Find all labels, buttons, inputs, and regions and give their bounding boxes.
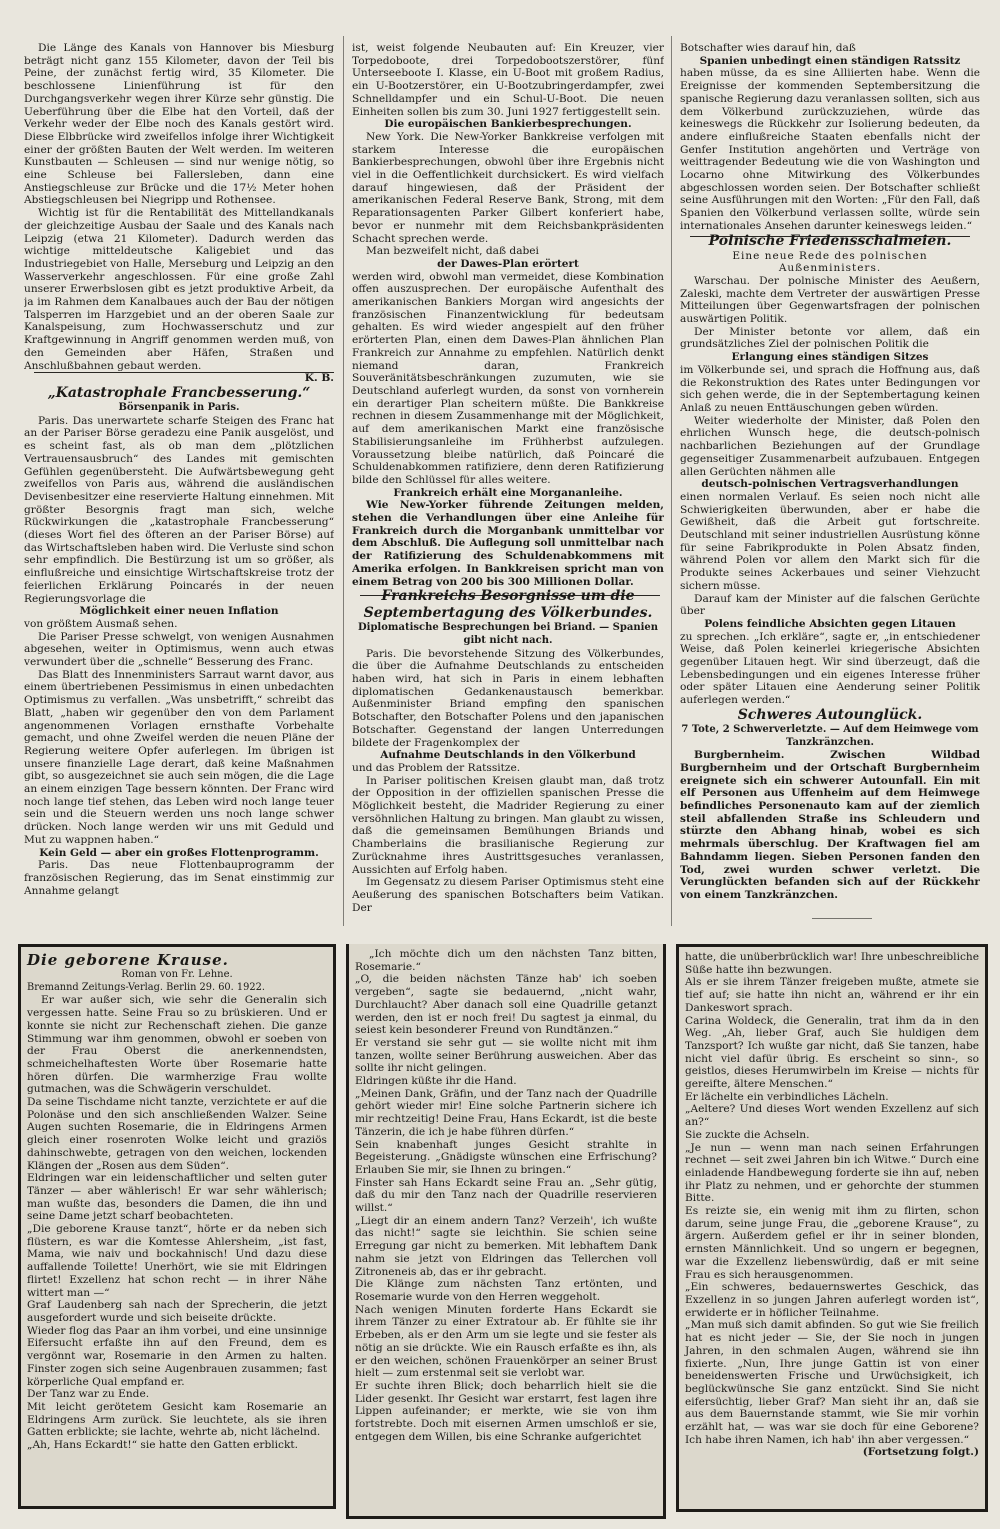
- author-signature: K. B.: [304, 372, 334, 385]
- paragraph: Die Länge des Kanals von Hannover bis Miesburg beträgt nicht ganz 155 Kilometer, davon der Teil bis Peine, der zunächst fertig wird, 35 Kilometer. Die beschlossene Linienführung ist für den Durchgangsverkehr wegen ihrer Kürze sehr günstig. Die Ueberführung über die Elbe hat den Vorteil, daß der Verkehr weder der Elbe noch des Kanals gestört wird. Diese Elbbrücke wird zweifellos infolge ihrer Wichtigkeit einer der größten Bauten der Welt werden. Im weiteren Kunstbauten — Schleusen — sind nur wenige nötig, so eine Schleuse bei Fallersleben, dann eine Anstiegschleuse zur Brücke und die 17½ Meter hohen Abstiegschleusen bei Niegripp und Rothensee.: [24, 42, 334, 207]
- paragraph: Burgbernheim. Zwischen Wildbad Burgbernheim und der Ortschaft Burgbernheim ereignete sich ein schwerer Autounfall. Ein mit elf Personen aus Uffenheim auf dem Heimwege befindliches Personenauto kam auf der ziemlich steil abfallenden Straße ins Schleudern und stürzte den Abhang hinab, wobei es sich mehrmals überschlug. Der Kraftwagen fiel am Bahndamm liegen. Sieben Personen fanden den Tod, zwei wurden schwer verletzt. Die Verunglückten befanden sich auf der Rückkehr von einem Tanzkränzchen.: [680, 749, 980, 901]
- paragraph: Paris. Das neue Flottenbauprogramm der französischen Regierung, das im Senat einstimmig zur Annahme gelangt: [24, 859, 334, 897]
- paragraph: Paris. Die bevorstehende Sitzung des Völkerbundes, die über die Aufnahme Deutschlands zu entscheiden haben wird, hat sich in Paris in einem lebhaften diplomatischen Gedankenaustausch bemerkbar. Außenminister Briand empfing den spanischen Botschafter, den Botschafter Polens und den japanischen Botschafter. Gegenstand der langen Unterredungen bildete der Fragenkomplex der: [352, 647, 664, 749]
- paragraph: Die Pariser Presse schwelgt, von wenigen Ausnahmen abgesehen, weiter in Optimismus, wenn auch etwas verwundert über die „schnelle“ Besserung des Franc.: [24, 630, 334, 669]
- headline: Polnische Friedensschalmeien.: [708, 232, 952, 249]
- paragraph: von größtem Ausmaß sehen.: [24, 617, 178, 630]
- section-heading: Polens feindliche Absichten gegen Litauen: [704, 617, 956, 630]
- subheadline: Diplomatische Besprechungen bei Briand. — Spanien gibt nicht nach.: [357, 622, 659, 646]
- subheadline: Börsenpanik in Paris.: [118, 401, 240, 413]
- paragraph: Wichtig ist für die Rentabilität des Mittellandkanals der gleichzeitige Ausbau der Saale und des Kanals nach Leipzig (etwa 21 Kilometer). Dadurch werden das wichtige mitteldeutsche Kaligebiet und das Industriegebiet von Halle, Merseburg und Leipzig an den Wasserverkehr angeschlossen. Für eine große Zahl unserer Erwerbslosen gibt es jetzt produktive Arbeit, da ja im Rahmen dem Kanalbaues auch der Bau der nötigen Talsperren im Harzgebiet und an der oberen Saale zur Kanalspeisung, zum Hochwasserschutz und zur Kraftgewinnung in Angriff genommen werden muß, von den Gemeinden aber Häfen, Straßen und Anschlußbahnen gebaut werden.: [24, 207, 334, 372]
- section-heading: Frankreich erhält eine Morgananleihe.: [393, 486, 623, 499]
- section-heading: deutsch-polnischen Vertragsverhandlungen: [701, 478, 959, 491]
- serial-text: „Ich möchte dich um den nächsten Tanz bitten, Rosemarie.“ „O, die beiden nächsten Tänze hab' ich soeben vergeben“, sagte sie bedauernd, „nicht wahr, Durchlaucht? Aber danach soll eine Quadrille getanzt werden, den ist er noch frei! Du sagtest ja einmal, du seiest kein besonderer Freund von Rundtänzen.“ Er verstand sie sehr gut — sie wollte nicht mit ihm tanzen, wollte seiner Berührung ausweichen. Aber das sollte ihr nicht gelingen. Eldringen küßte ihr die Hand. „Meinen Dank, Gräfin, und der Tanz nach der Quadrille gehört wieder mir! Eine solche Partnerin sichere ich mir rechtzeitig! Deine Frau, Hans Eckardt, ist die beste Tänzerin, die ich je habe führen dürfen.“ Sein knabenhaft junges Gesicht strahlte in Begeisterung. „Gnädigste wünschen eine Erfrischung? Erlauben Sie mir, sie Ihnen zu bringen.“ Finster sah Hans Eckardt seine Frau an. „Sehr gütig, daß du mir den Tanz nach der Quadrille reservieren willst.“ „Liegt dir an einem andern Tanz? Verzeih', ich wußte das nicht!“ sagte sie leichthin. Sie schien seine Erregung gar nicht zu bemerken. Mit lebhaftem Dank nahm sie jetzt von Eldringen das Tellerchen voll Zitroneneis ab, das er ihr gebracht. Die Klänge zum nächsten Tanz ertönten, und Rosemarie wurde von den Herren weggeholt. Nach wenigen Minuten forderte Hans Eckardt sie ihrem Tänzer zu einer Extratour ab. Er fühlte sie ihr Erbeben, als er den Arm um sie legte und sie fester als nötig an sie drückte. Wie ein Rausch erfaßte es ihn, als er den weichen, schönen Frauenkörper an seiner Brust hielt — zum erstenmal seit sie verlobt war. Er suchte ihren Blick; doch beharrlich hielt sie die Lider gesenkt. Ihr Gesicht war erstarrt, fest lagen ihre Lippen aufeinander; er merkte, wie sie von ihm fortstrebte. Doch mit eisernen Armen umschloß er sie, entgegen dem Willen, bis eine Schranke aufgerichtet: [355, 948, 657, 1443]
- paragraph: Warschau. Der polnische Minister des Aeußern, Zaleski, machte dem Vertreter der auswärtigen Presse Mitteilungen über Gegenwartsfragen der polnischen auswärtigen Politik.: [680, 274, 980, 326]
- section-heading: Spanien unbedingt einen ständigen Ratssitz: [699, 54, 961, 67]
- paragraph: New York. Die New-Yorker Bankkreise verfolgen mit starkem Interesse die europäischen Bankierbesprechungen, obwohl über ihre Ergebnis nicht viel in die Oeffentlichkeit durchsickert. Es wird vielfach darauf hingewiesen, daß der Präsident der amerikanischen Federal Reserve Bank, Strong, mit dem Reparationsagenten Parker Gilbert konferiert habe, bevor er nunmehr mit dem Reichsbankpräsidenten Schacht sprechen werde.: [352, 130, 664, 245]
- section-heading: Erlangung eines ständigen Sitzes: [731, 351, 929, 364]
- serial-column-2: [346, 944, 666, 1519]
- paragraph: Der Minister betonte vor allem, daß ein grundsätzliches Ziel der polnischen Politik die: [680, 325, 980, 351]
- paragraph: einen normalen Verlauf. Es seien noch nicht alle Schwierigkeiten überwunden, aber er habe die Gewißheit, daß die Arbeit gut fortschreite. Deutschland mit seiner industriellen Ausrüstung könne für seine Fabrikprodukte in Polen Absatz finden, während Polen vor allem den Markt sich für die Produkte seines Ackerbaues und seiner Viehzucht sichern müsse.: [680, 490, 980, 592]
- serial-author: Roman von Fr. Lehne.: [121, 969, 233, 980]
- section-heading: Möglichkeit einer neuen Inflation: [79, 605, 279, 618]
- paragraph: Wie New-Yorker führende Zeitungen melden, stehen die Verhandlungen über eine Anleihe für Frankreich durch die Morganbank unmittelbar vor dem Abschluß. Die Auflegung soll unmittelbar nach der Ratifizierung des Schuldenabkommens mit Amerika erfolgen. In Bankkreisen spricht man von einem Betrag von 200 bis 300 Millionen Dollar.: [352, 499, 664, 588]
- serial-column-1: [18, 944, 336, 1509]
- section-heading: Aufnahme Deutschlands in den Völkerbund: [380, 749, 636, 762]
- paragraph: haben müsse, da es sine Alliierten habe. Wenn die Ereignisse der kommenden Septembersitzung die spanische Regierung dazu veranlassen sollten, sich aus dem Völkerbund zurückzuziehen, würde das keineswegs die Rückkehr zur Isolierung bedeuten, da andere einflußreiche Staaten ebenfalls nicht der Genfer Institution angehörten und Verträge von weittragender Bedeutung wie die von Washington und Locarno ohne Mitwirkung des Völkerbundes abgeschlossen worden seien. Der Botschafter schließt seine Ausführungen mit den Worten: „Für den Fall, daß Spanien den Völkerbund verlassen sollte, würde sein internationales Ansehen darunter keineswegs leiden.“: [680, 67, 980, 232]
- section-heading: der Dawes-Plan erörtert: [437, 257, 579, 270]
- paragraph: Botschafter wies darauf hin, daß: [680, 42, 856, 54]
- headline: „Katastrophale Francbesserung.“: [47, 384, 311, 401]
- paragraph: und das Problem der Ratssitze.: [352, 761, 521, 774]
- serial-continuation: (Fortsetzung folgt.): [862, 1446, 979, 1459]
- paragraph: im Völkerbunde sei, und sprach die Hoffnung aus, daß die Rekonstruktion des Rates unter Bedingungen vor sich gehen werde, die in der Septembertagung keinen Anlaß zu neuen Enttäuschungen geben würden.: [680, 363, 980, 414]
- paragraph: ist, weist folgende Neubauten auf: Ein Kreuzer, vier Torpedoboote, drei Torpedobootszerstörer, fünf Unterseeboote I. Klasse, ein U-Boot mit großem Radius, ein U-Bootzerstörer, ein U-Bootzubringerdampfer, zwei Schnelldampfer und ein Schul-U-Boot. Die neuen Einheiten sollen bis zum 30. Juni 1927 fertiggestellt sein.: [352, 42, 664, 118]
- headline: Frankreichs Besorgnisse um die Septembertagung des Völkerbundes.: [363, 588, 653, 622]
- column-divider: [343, 36, 344, 926]
- paragraph: Weiter wiederholte der Minister, daß Polen den ehrlichen Wunsch hege, die deutsch-polnisch nachbarlichen Beziehungen auf der Grundlage gegenseitiger Zusammenarbeit aufzubauen. Entgegen allen Gerüchten nähmen alle: [680, 414, 980, 478]
- serial-text: hatte, die unüberbrücklich war! Ihre unbeschreibliche Süße hatte ihn bezwungen. Als er sie ihrem Tänzer freigeben mußte, atmete sie tief auf; sie hatte ihn nicht an, während er ihr ein Dankeswort sprach. Carina Woldeck, die Generalin, trat ihm da in den Weg. „Ah, lieber Graf, auch Sie huldigen dem Tanzsport? Ich wußte gar nicht, daß Sie tanzen, habe nicht viel dafür übrig. Es erscheint so sinn-, so geistlos, dieses Herumwirbeln im Kreise — nichts für gereifte, ältere Menschen.“ Er lächelte ein verbindliches Lächeln. „Aeltere? Und dieses Wort wenden Exzellenz auf sich an?“ Sie zuckte die Achseln. „Je nun — wenn man nach seinen Erfahrungen rechnet — seit zwei Jahren bin ich Witwe.“ Durch eine einladende Handbewegung forderte sie ihn auf, neben ihr Platz zu nehmen, und er gehorchte der stummen Bitte. Es reizte sie, ein wenig mit ihm zu flirten, schon darum, seine junge Frau, die „geborene Krause“, zu ärgern. Außerdem gefiel er ihr in seiner blonden, ernsten Männlichkeit. Und so ungern er begegnen, war die Exzellenz liebenswürdig, daß er mit seine Frau es sich herausgenommen. „Ein schweres, bedauernswertes Geschick, das Exzellenz in so jungen Jahren auferlegt worden ist“, erwiderte er in höflicher Teilnahme. „Man muß sich damit abfinden. So gut wie Sie freilich hat es nicht jeder — Sie, der Sie noch in jungen Jahren, in den schmalen Augen, während sie ihn fixierte. „Nun, Ihre junge Gattin ist von einer beneidenswerten Frische und Urwüchsigkeit, ich beglückwünsche Sie ganz entzückt. Sind Sie nicht eifersüchtig, lieber Graf? Man sieht ihr an, daß sie aus dem Bauernstande stammt, wie Sie mir vorhin erzählt hat, — was war sie doch für eine Geborene? Ich habe ihren Namen, ich hab' ihn aber vergessen.“: [685, 951, 979, 1446]
- serial-column-3: [676, 944, 988, 1512]
- column-middle: [352, 42, 664, 922]
- subheadline: 7 Tote, 2 Schwerverletzte. — Auf dem Heimwege vom Tanzkränzchen.: [681, 723, 979, 748]
- serial-text: Er war außer sich, wie sehr die Generalin sich vergessen hatte. Seine Frau so zu brüskieren. Und er konnte sie nicht zur Rechenschaft ziehen. Die ganze Stimmung war ihm genommen, obwohl er soeben von der Frau Oberst die anerkennendsten, schmeichelhaftesten Worte über Rosemarie hatte hören dürfen. Die warmherzige Frau wollte gutmachen, was die Schwägerin verschuldet. Da seine Tischdame nicht tanzte, verzichtete er auf die Polonäse und den sich anschließenden Walzer. Seine Augen suchten Rosemarie, die in Eldringens Armen gleich einer rosenroten Wolke leicht und graziös dahinschwebte, getragen von den weichen, lockenden Klängen der „Rosen aus dem Süden“. Eldringen war ein leidenschaftlicher und selten guter Tänzer — aber wählerisch! Er war sehr wählerisch; man wußte das, besonders die Damen, die ihn und seine Dame jetzt scharf beobachteten. „Die geborene Krause tanzt“, hörte er da neben sich flüstern, es war die Komtesse Ahlersheim, „ist fast, Mama, wie naiv und bockahnisch! Und dazu diese auffallende Toilette! Unerhört, wie sie mit Eldringen flirtet! Exzellenz hat schon recht — in ihrer Nähe wittert man —“ Graf Laudenberg sah nach der Sprecherin, die jetzt ausgefordert wurde und sich beiseite drückte. Wieder flog das Paar an ihm vorbei, und eine unsinnige Eifersucht erfaßte ihn auf den Freund, dem es vergönnt war, Rosemarie in den Armen zu halten. Finster zogen sich seine Augenbrauen zusammen; fast körperliche Qual empfand er. Der Tanz war zu Ende. Mit leicht gerötetem Gesicht kam Rosemarie an Eldringens Arm zurück. Sie leuchtete, als sie ihren Gatten erblickte; sie lachte, wehrte ab, nicht lächelnd. „Ah, Hans Eckardt!“ sie hatte den Gatten erblickt.: [27, 994, 327, 1452]
- subheadline: Eine neue Rede des polnischen Außenministers.: [732, 249, 928, 275]
- serial-copyright: Bremannd Zeitungs-Verlag. Berlin 29. 60. 1922.: [27, 981, 265, 993]
- paragraph: zu sprechen. „Ich erkläre“, sagte er, „in entschiedener Weise, daß Polen keinerlei kriegerische Absichten gegenüber Litauen hegt. Wir sind überzeugt, daß die Lebensbedingungen und ein eigenes Interesse früher oder später Litauen eine Aenderung seiner Politik auferlegen werden.“: [680, 630, 980, 707]
- headline: Schweres Autounglück.: [737, 706, 923, 723]
- column-left: [24, 42, 334, 922]
- paragraph: Paris. Das unerwartete scharfe Steigen des Franc hat an der Pariser Börse geradezu eine Panik ausgelöst, und es scheint fast, als ob man dem „plötzlichen Vertrauensausbruch“ des Landes mit gemischten Gefühlen gegenübersteht. Die Aufwärtsbewegung geht zweifellos von Paris aus, während die ausländischen Devisenbesitzer eine reservierte Haltung einnehmen. Mit größter Besorgnis fragt man sich, welche Rückwirkungen die „katastrophale Francbesserung“ (dieses Wort fiel des öfteren an der Pariser Börse) auf das Wirtschaftsleben haben wird. Die Verluste sind schon sehr empfindlich. Die Bestürzung ist um so größer, als einflußreiche und einsichtige Wirtschaftskreise trotz der feierlichen Erklärung Poincarés in der neuen Regierungsvorlage die: [24, 414, 334, 605]
- paragraph: Das Blatt des Innenministers Sarraut warnt davor, aus einem übertriebenen Pessimismus in einen unbedachten Optimismus zu verfallen. „Was unsbetrifft,“ schreibt das Blatt, „haben wir gegenüber den von dem Parlament angenommenen Vorlagen ernsthafte Vorbehalte gemacht, und ohne Zweifel werden die neuen Pläne der Regierung weitere Opfer auferlegen. Im übrigen ist unsere finanzielle Lage derart, daß keine Maßnahmen gibt, so ausgezeichnet sie auch sein mögen, die die Lage an einem einzigen Tage bessern könnten. Der Franc wird noch lange tief stehen, das Leben wird noch lange teuer sein und die Steuern werden uns noch lange schwer drücken. Noch lange werden wir uns mit Geduld und Mut zu wappnen haben.“: [24, 668, 334, 846]
- column-divider: [671, 36, 672, 926]
- serial-title: Die geborene Krause.: [27, 951, 229, 969]
- headline: Die europäischen Bankierbesprechungen.: [384, 118, 632, 131]
- paragraph: Darauf kam der Minister auf die falschen Gerüchte über: [680, 592, 980, 618]
- paragraph: Man bezweifelt nicht, daß dabei: [366, 245, 539, 258]
- paragraph: werden wird, obwohl man vermeidet, diese Kombination offen auszusprechen. Der europäische Aufenthalt des amerikanischen Bankiers Morgan wird angesichts der französischen Finanzentwicklung für bedeutsam gehalten. Es wird wieder angespielt auf den früher erörterten Plan, einen dem Dawes-Plan ähnlichen Plan Frankreich zur Annahme zu empfehlen. Natürlich denkt niemand daran, Frankreich Souveränitätsbeschränkungen zuzumuten, wie sie Deutschland auferlegt wurden, da sonst von vornherein ein derartiger Plan scheitern müßte. Die Bankkreise rechnen in diesem Zusammenhange mit der Möglichkeit, auf dem amerikanischen Markt eine französische Stabilisierungsanleihe im Frühherbst aufzulegen. Voraussetzung bleibe natürlich, daß Poincaré die Schuldenabkommen ratifiziere, denn deren Ratifizierung bilde den Schlüssel für alles weitere.: [352, 270, 664, 486]
- paragraph: Im Gegensatz zu diesem Pariser Optimismus steht eine Aeußerung des spanischen Botschafters beim Vatikan. Der: [352, 876, 664, 914]
- paragraph: In Pariser politischen Kreisen glaubt man, daß trotz der Opposition in der offiziellen spanischen Presse die Möglichkeit besteht, die Madrider Regierung zu einer versöhnlichen Haltung zu bringen. Man glaubt zu wissen, daß die gemeinsamen Bemühungen Briands und Chamberlains die brasilianische Regierung zur Zurücknahme ihres Austrittsgesuches veranlassen, Aussichten auf Erfolg haben.: [352, 774, 664, 876]
- section-heading: Kein Geld — aber ein großes Flottenprogramm.: [39, 846, 319, 859]
- column-right: [680, 42, 980, 922]
